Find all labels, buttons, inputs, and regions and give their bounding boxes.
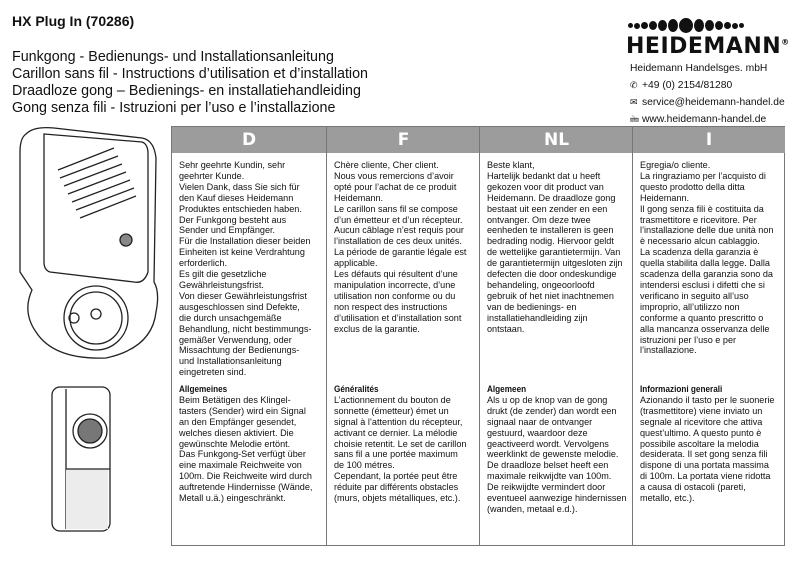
text-line: è necessario alcun cablaggio.: [640, 236, 760, 247]
text-line: signaal naar de ontvanger: [487, 416, 593, 427]
text-line: Heidemann. De draadloze gong: [487, 192, 616, 203]
text-line: eine maximale Reichweite von: [179, 460, 302, 471]
text-line: auftretende Hindernisse (Wände,: [179, 482, 313, 493]
text-line: conforme a quanto prescritto o: [640, 312, 764, 323]
text-line: tasters (Sender) wird ein Signal: [179, 405, 306, 416]
text-line: drukt (de zender) dan wordt een: [487, 405, 617, 416]
text-line: L’actionnement du bouton de: [334, 394, 451, 405]
text-line: desiderata. Il set gong senza fili: [640, 449, 768, 460]
text-line: applicable.: [334, 258, 378, 269]
section-heading: Informazioni generali: [640, 384, 723, 394]
text-line: Le carillon sans fil se compose: [334, 203, 458, 214]
text-line: eventueel aanwezige hindernissen: [487, 493, 627, 504]
text-line: ontstaan.: [487, 323, 525, 334]
text-line: Egregia/o cliente.: [640, 160, 711, 170]
text-line: La période de garantie légale est: [334, 247, 467, 258]
text-line: Metall u.ä.) eingeschränkt.: [179, 493, 286, 504]
general-section: [334, 384, 466, 504]
text-line: geactiveerd wordt. Vervolgens: [487, 438, 609, 449]
text-line: ontvanger. Om deze twee: [487, 214, 591, 225]
text-line: l’installation de ces deux unités.: [334, 236, 462, 247]
text-line: gekozen voor dit product van: [487, 181, 604, 192]
text-line: sans fil a une portée maximum: [334, 449, 458, 460]
receiver-plug-illustration: [14, 122, 162, 372]
text-line: l’installazione delle due unità non: [640, 225, 774, 236]
text-line: defecten die door ondeskundige: [487, 269, 617, 280]
text-line: Für die Installation dieser beiden: [179, 236, 311, 247]
registered-mark: ®: [781, 37, 790, 47]
text-line: d’un émetteur et d’un récepteur.: [334, 214, 463, 225]
section-heading: Allgemeines: [179, 384, 228, 394]
language-header: I: [633, 127, 785, 153]
text-line: d’utilisation et d’installation sont: [334, 312, 462, 323]
text-line: l’installazione.: [640, 345, 697, 356]
text-line: (wanden, metaal e.d.).: [487, 503, 578, 514]
general-section: [179, 384, 312, 504]
language-header: NL: [480, 127, 633, 153]
text-line: Aucun câblage n’est requis pour: [334, 225, 464, 236]
text-line: (trasmettitore) viene inviato un: [640, 405, 763, 416]
text-line: La ringraziamo per l’acquisto di: [640, 170, 766, 181]
intro-paragraph: [640, 160, 773, 356]
text-line: gemäßer Verwendung, oder: [179, 334, 292, 345]
text-line: segnale al ricevitore che attiva: [640, 416, 763, 427]
text-line: Das Funkgong-Set verfügt über: [179, 449, 306, 460]
text-line: De draadloze belset heeft een: [487, 460, 609, 471]
text-line: eenheden te installeren is geen: [487, 225, 614, 236]
column-fr: [326, 127, 480, 545]
subtitle-de: Funkgong - Bedienungs- und Installationsanleitung: [12, 49, 334, 65]
text-line: Gewährleistungsfrist.: [179, 279, 264, 290]
instructions-table: [171, 126, 785, 546]
text-line: verificano in seguito all’uso: [640, 290, 749, 301]
text-line: de wettelijke garantietermijn. Van: [487, 247, 621, 258]
text-line: eingetreten sind.: [179, 367, 247, 378]
text-line: utilisation non conforme ou du: [334, 290, 456, 301]
text-line: opté pour l’achat de ce produit: [334, 181, 457, 192]
text-line: welches diesen aktiviert. Die: [179, 427, 294, 438]
subtitle-fr: Carillon sans fil - Instructions d’utilisation et d’installation: [12, 66, 368, 82]
text-line: bedrading nodig. Hiervoor geldt: [487, 236, 614, 247]
contact-info: [630, 61, 785, 128]
intro-paragraph: [179, 160, 311, 378]
text-line: weerklinkt de gewenste melodie.: [487, 449, 619, 460]
document-title: HX Plug In (70286): [12, 13, 135, 29]
text-line: installatiehandleiding zijn: [487, 312, 588, 323]
subtitle-nl: Draadloze gong – Bedienings- en installatiehandleiding: [12, 83, 361, 99]
text-line: metallo, etc.).: [640, 493, 695, 504]
text-line: trasmettitore e ricevitore. Per: [640, 214, 757, 225]
text-line: (murs, objets métalliques, etc.).: [334, 493, 461, 504]
text-line: réduite par différents obstacles: [334, 482, 459, 493]
text-line: Nous vous remercions d’avoir: [334, 170, 454, 181]
text-line: Sehr geehrte Kundin, sehr: [179, 160, 286, 170]
text-line: van de bedienings- en: [487, 301, 577, 312]
text-line: gestuurd, waardoor deze: [487, 427, 588, 438]
text-line: Einheiten ist keine Verdrahtung: [179, 247, 305, 258]
text-line: behandeling, ongeoorloofd: [487, 279, 595, 290]
section-heading: Algemeen: [487, 384, 527, 394]
text-line: Missachtung der Bedienungs-: [179, 345, 300, 356]
logo-dots-icon: [628, 18, 790, 33]
column-nl: [479, 127, 633, 545]
text-line: Beim Betätigen des Klingel-: [179, 394, 291, 405]
text-line: de garantietermijn uitgesloten zijn: [487, 258, 623, 269]
subtitles: [12, 49, 368, 117]
text-line: an den Empfänger gesendet,: [179, 416, 297, 427]
text-line: 100m. Die Reichweite wird durch: [179, 471, 312, 482]
text-line: Azionando il tasto per le suonerie: [640, 394, 775, 405]
text-line: Heidemann.: [334, 192, 384, 203]
language-header: F: [327, 127, 480, 153]
text-line: und Installationsanleitung: [179, 356, 282, 367]
text-line: di 100m. La portata viene ridotta: [640, 471, 771, 482]
text-line: non respect des instructions: [334, 301, 448, 312]
text-line: istruzioni per l’uso e per: [640, 334, 737, 345]
text-line: quella stabilita dalla legge. Dalla: [640, 258, 770, 269]
section-heading: Généralités: [334, 384, 379, 394]
text-line: ausgeschlossen sind Defekte,: [179, 301, 300, 312]
text-line: maximale reikwijdte van 100m.: [487, 471, 612, 482]
heidemann-logo: [626, 18, 790, 59]
company-name: Heidemann Handelsges. mbH: [630, 63, 768, 74]
text-line: Sender und Empfänger.: [179, 225, 276, 236]
brand-name: HEIDEMANN: [626, 34, 782, 59]
text-line: activant ce dernier. La mélodie: [334, 427, 458, 438]
intro-paragraph: [334, 160, 466, 335]
phone-icon: ✆: [630, 80, 638, 90]
text-line: Il gong senza fili è costituita da: [640, 203, 764, 214]
text-line: La scadenza della garanzia è: [640, 247, 759, 258]
text-line: die durch unsachgemäße: [179, 312, 282, 323]
text-line: sonnette (émetteur) émet un: [334, 405, 449, 416]
text-line: signal à l’attention du récepteur,: [334, 416, 463, 427]
column-it: [632, 127, 785, 545]
text-line: choisie retentit. Le set de carillon: [334, 438, 467, 449]
text-line: exclus de la garantie.: [334, 323, 420, 334]
text-line: questo prodotto della ditta: [640, 181, 745, 192]
text-line: Heidemann.: [640, 192, 690, 203]
phone-number: +49 (0) 2154/81280: [642, 80, 733, 91]
text-line: gewünschte Melodie ertönt.: [179, 438, 291, 449]
text-line: Les défauts qui résultent d’une: [334, 269, 458, 280]
intro-paragraph: [487, 160, 622, 335]
text-line: Chère cliente, Cher client.: [334, 160, 439, 170]
text-line: manipulation incorrecte, d’une: [334, 279, 456, 290]
mail-icon: ✉: [630, 97, 638, 107]
general-section: [640, 384, 774, 504]
text-line: bestaat uit een zender en een: [487, 203, 608, 214]
text-line: Es gilt die gesetzliche: [179, 269, 267, 280]
text-line: geehrter Kunde.: [179, 170, 245, 181]
text-line: Von dieser Gewährleistungsfrist: [179, 290, 307, 301]
text-line: Beste klant,: [487, 160, 535, 170]
doorbell-button-illustration: [48, 385, 118, 535]
general-section: [487, 384, 627, 515]
column-de: [172, 127, 326, 545]
text-line: dispone di una portata massima: [640, 460, 769, 471]
text-line: Hartelijk bedankt dat u heeft: [487, 170, 601, 181]
text-line: improprio, all’utilizzo non: [640, 301, 740, 312]
text-line: quest’ultimo. A questo punto è: [640, 427, 762, 438]
language-header: D: [172, 127, 326, 153]
text-line: Als u op de knop van de gong: [487, 394, 608, 405]
text-line: Cependant, la portée peut être: [334, 471, 458, 482]
text-line: Der Funkgong besteht aus: [179, 214, 287, 225]
text-line: intendersi esclusi i difetti che si: [640, 279, 765, 290]
text-line: alla mancanza osservanza delle: [640, 323, 770, 334]
text-line: de 100 métres.: [334, 460, 395, 471]
text-line: Behandlung, nicht bestimmungs-: [179, 323, 312, 334]
text-line: scadenza della garanzia sono da: [640, 269, 773, 280]
text-line: a causa di ostacoli (pareti,: [640, 482, 746, 493]
text-line: Vielen Dank, dass Sie sich für: [179, 181, 300, 192]
email-link[interactable]: service@heidemann-handel.de: [642, 97, 785, 108]
web-icon: 🖮: [630, 114, 640, 124]
subtitle-it: Gong senza fili - Istruzioni per l’uso e l’installazione: [12, 100, 336, 116]
text-line: De reikwijdte vermindert door: [487, 482, 606, 493]
text-line: Produktes entschieden haben.: [179, 203, 302, 214]
text-line: possibile ascoltare la melodia: [640, 438, 759, 449]
website-link[interactable]: www.heidemann-handel.de: [642, 114, 767, 125]
text-line: den Kauf dieses Heidemann: [179, 192, 294, 203]
text-line: erforderlich.: [179, 258, 228, 269]
text-line: gebruik of het niet inachtnemen: [487, 290, 614, 301]
